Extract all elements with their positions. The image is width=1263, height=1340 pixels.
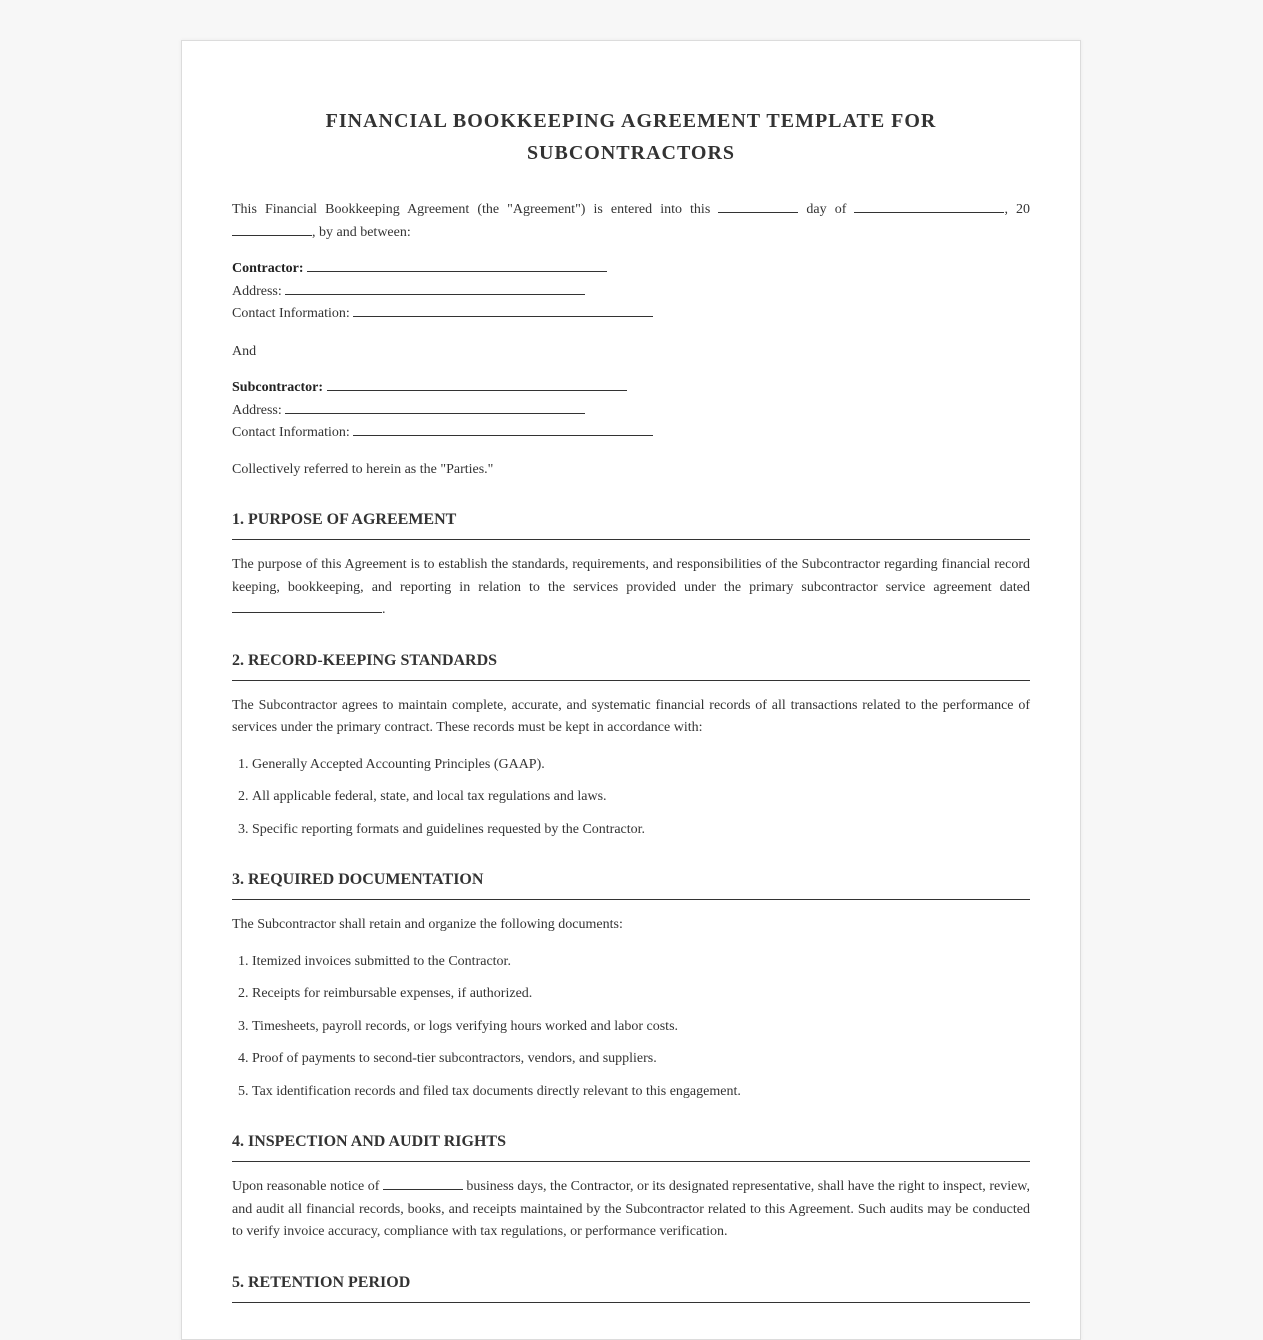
- document-page: [181, 40, 1081, 1340]
- contractor-contact-blank[interactable]: [353, 303, 653, 317]
- list-item: 2. Receipts for reimbursable expenses, if authorized.: [252, 983, 1030, 1006]
- document-title-line-1: FINANCIAL BOOKKEEPING AGREEMENT TEMPLATE FOR: [325, 110, 937, 132]
- day-blank[interactable]: [718, 199, 798, 213]
- subcontractor-contact-row: [232, 422, 1030, 445]
- subcontractor-address-blank[interactable]: [285, 400, 585, 414]
- and-text: And: [232, 343, 257, 359]
- list-item: 5. Tax identification records and filed tax documents directly relevant to this engagement.: [252, 1081, 1030, 1104]
- subcontractor-label: Subcontractor:: [232, 380, 323, 395]
- list-item: 1. Generally Accepted Accounting Principles (GAAP).: [252, 754, 1030, 777]
- contractor-name-blank[interactable]: [307, 258, 607, 272]
- contractor-address-label: Address:: [232, 283, 282, 299]
- subcontractor-address-row: [232, 400, 1030, 423]
- documentation-list: [232, 951, 1030, 1104]
- inspection-text: business days, the Contractor, or its designated representative, shall have the right to inspect, review, and audit all financial records, books, and receipts maintained by the Subcontractor related to this Agreement. Such audits may be conducted to verify invoice accuracy, compliance with tax regulations, or performance verification.: [232, 1179, 1030, 1239]
- collective-text: Collectively referred to herein as the "Parties.": [232, 461, 494, 477]
- document-title: [232, 105, 1030, 169]
- section-heading-record-keeping: 2. RECORD-KEEPING STANDARDS: [232, 648, 1030, 681]
- subcontractor-address-label: Address:: [232, 402, 282, 418]
- section-body-inspection: [232, 1176, 1030, 1244]
- intro-text-3: , 20: [1004, 202, 1031, 217]
- subcontractor-block: [232, 377, 1030, 445]
- subcontractor-name-blank[interactable]: [327, 377, 627, 391]
- contractor-contact-row: [232, 303, 1030, 326]
- section-heading-documentation: 3. REQUIRED DOCUMENTATION: [232, 867, 1030, 900]
- subcontractor-contact-blank[interactable]: [353, 422, 653, 436]
- intro-text-2: day of: [806, 202, 847, 217]
- document-title-line-2: SUBCONTRACTORS: [526, 142, 736, 164]
- purpose-text: The purpose of this Agreement is to establish the standards, requirements, and responsibilities of the Subcontractor regarding financial record keeping, bookkeeping, and reporting in relation to the services provided under the primary subcontractor service agreement dated: [232, 557, 1030, 595]
- intro-paragraph: [232, 199, 1030, 244]
- record-keeping-list: [232, 754, 1030, 842]
- section-heading-inspection: 4. INSPECTION AND AUDIT RIGHTS: [232, 1129, 1030, 1162]
- list-item: 1. Itemized invoices submitted to the Contractor.: [252, 951, 1030, 974]
- year-blank[interactable]: [232, 222, 312, 236]
- subcontractor-row: [232, 377, 1030, 400]
- contractor-block: [232, 258, 1030, 326]
- contractor-contact-label: Contact Information:: [232, 306, 350, 321]
- purpose-text-end: .: [382, 602, 386, 617]
- intro-line-2: [232, 222, 1030, 245]
- list-item: 3. Timesheets, payroll records, or logs verifying hours worked and labor costs.: [252, 1016, 1030, 1039]
- intro-text-1: This Financial Bookkeeping Agreement (the "Agreement") is entered into this: [232, 202, 711, 217]
- contractor-address-row: [232, 281, 1030, 304]
- agreement-date-blank[interactable]: [232, 599, 382, 613]
- section-body-record-keeping: The Subcontractor agrees to maintain complete, accurate, and systematic financial records of all transactions related to the performance of services under the primary contract. These records must be kept in accordance with:: [232, 697, 1030, 735]
- section-body-documentation: The Subcontractor shall retain and organize the following documents:: [232, 917, 623, 932]
- month-blank[interactable]: [854, 199, 1004, 213]
- section-heading-retention: 5. RETENTION PERIOD: [232, 1270, 1030, 1303]
- list-item: 4. Proof of payments to second-tier subcontractors, vendors, and suppliers.: [252, 1048, 1030, 1071]
- subcontractor-contact-label: Contact Information:: [232, 425, 350, 440]
- inspection-text-start: Upon reasonable notice of: [232, 1179, 380, 1194]
- contractor-address-blank[interactable]: [285, 281, 585, 295]
- contractor-label: Contractor:: [232, 261, 304, 276]
- notice-days-blank[interactable]: [383, 1176, 463, 1190]
- list-item: 2. All applicable federal, state, and local tax regulations and laws.: [252, 786, 1030, 809]
- contractor-row: [232, 258, 1030, 281]
- section-heading-purpose: 1. PURPOSE OF AGREEMENT: [232, 507, 1030, 540]
- list-item: 3. Specific reporting formats and guidelines requested by the Contractor.: [252, 819, 1030, 842]
- intro-line-1: [232, 199, 1030, 222]
- intro-text-4: , by and between:: [312, 224, 411, 240]
- section-body-purpose: [232, 554, 1030, 622]
